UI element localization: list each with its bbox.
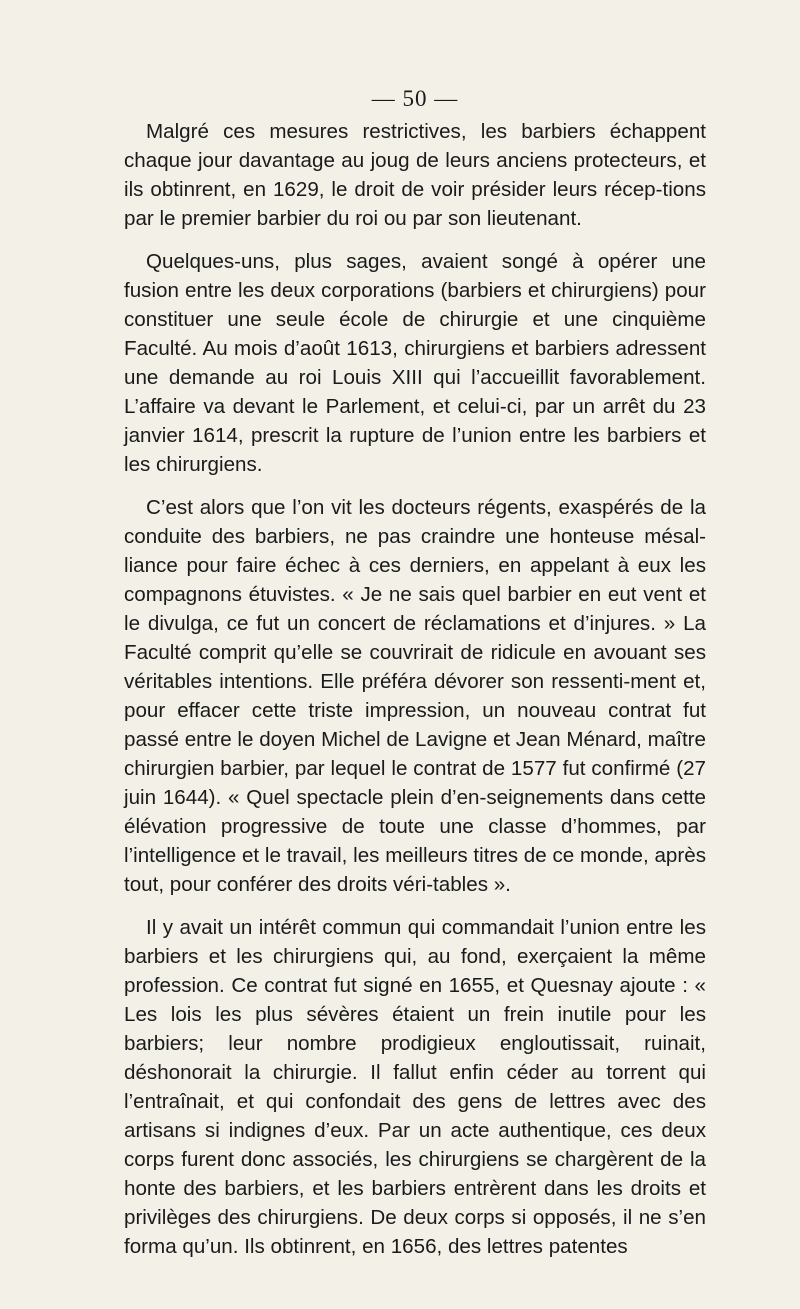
paragraph-2: Quelques-uns, plus sages, avaient songé à opérer une fusion entre les deux corporations (barbiers et chirurgiens) pour constituer une seule école de chirurgie et une cinquième Faculté. Au mois d’août 1613, chirurgiens et barbiers adressent une demande au roi Louis XIII qui l’accueillit favorablement. L’affaire va devant le Parlement, et celui-ci, par un arrêt du 23 janvier 1614, prescrit la rupture de l’union entre les barbiers et les chirurgiens.	[124, 250, 706, 476]
book-page	[124, 0, 706, 1309]
paragraph-1: Malgré ces mesures restrictives, les barbiers échappent chaque jour davantage au joug de leurs anciens protecteurs, et ils obtinrent, en 1629, le droit de voir présider leurs récep-tions par le premier barbier du roi ou par son lieutenant.	[124, 120, 706, 230]
paragraph-3: C’est alors que l’on vit les docteurs régents, exaspérés de la conduite des barbiers, ne pas craindre une honteuse mésal-liance pour faire échec à ces derniers, en appelant à eux les compagnons étuvistes. « Je ne sais quel barbier en eut vent et le divulga, ce fut un concert de réclamations et d’injures. » La Faculté comprit qu’elle se couvrirait de ridicule en avouant ses véritables intentions. Elle préféra dévorer son ressenti-ment et, pour effacer cette triste impression, un nouveau contrat fut passé entre le doyen Michel de Lavigne et Jean Ménard, maître chirurgien barbier, par lequel le contrat de 1577 fut confirmé (27 juin 1644). « Quel spectacle plein d’en-seignements dans cette élévation progressive de toute une classe d’hommes, par l’intelligence et le travail, les meilleurs titres de ce monde, après tout, pour conférer des droits véri-tables ».	[124, 496, 706, 896]
paragraph-4: Il y avait un intérêt commun qui commandait l’union entre les barbiers et les chirurgiens qui, au fond, exerçaient la même profession. Ce contrat fut signé en 1655, et Quesnay ajoute : « Les lois les plus sévères étaient un frein inutile pour les barbiers; leur nombre prodigieux engloutissait, ruinait, déshonorait la chirurgie. Il fallut enfin céder au torrent qui l’entraînait, et qui confondait des gens de lettres avec des artisans si indignes d’eux. Par un acte authentique, ces deux corps furent donc associés, les chirurgiens se chargèrent de la honte des barbiers, et les barbiers entrèrent dans les droits et privilèges des chirurgiens. De deux corps si opposés, il ne s’en forma qu’un. Ils obtinrent, en 1656, des lettres patentes	[124, 916, 706, 1258]
page-number: — 50 —	[371, 86, 459, 111]
body-text	[124, 117, 706, 1261]
